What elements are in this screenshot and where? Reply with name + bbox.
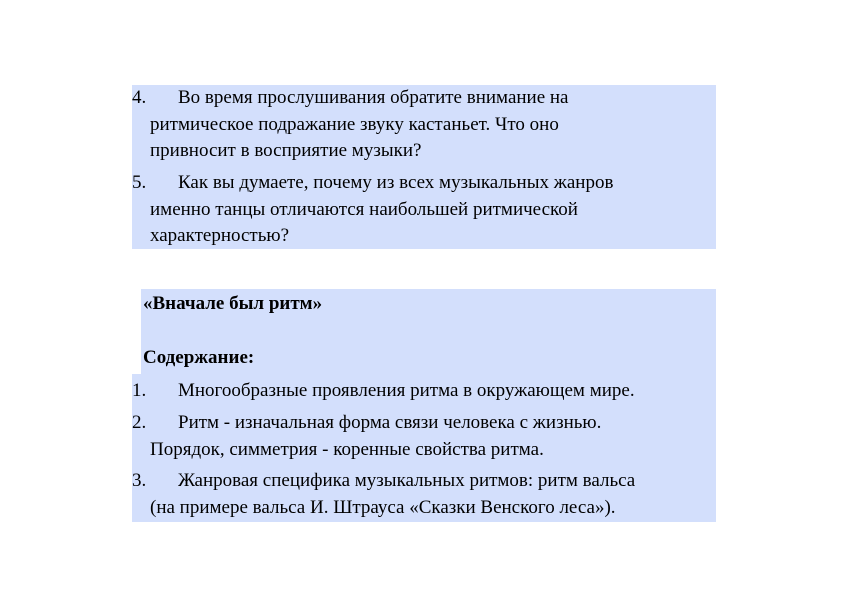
content-number: 2. (132, 412, 147, 433)
lesson-title: «Вначале был ритм» (143, 293, 323, 314)
question-item-4 (132, 85, 716, 165)
contents-label: Содержание: (143, 347, 255, 368)
content-text: Ритм - изначальная форма связи человека с жизнью. Порядок, симметрия - коренные свойства ритма. (150, 412, 602, 460)
lesson-content-block (132, 289, 716, 522)
content-number: 3. (132, 470, 147, 491)
content-item-1 (132, 378, 716, 405)
questions-block (132, 85, 716, 249)
content-item-3 (132, 468, 716, 521)
content-number: 1. (132, 380, 147, 401)
question-number: 4. (132, 87, 147, 108)
question-item-5 (132, 170, 716, 250)
content-text: Многообразные проявления ритма в окружающем мире. (178, 380, 635, 401)
question-number: 5. (132, 172, 147, 193)
content-text: Жанровая специфика музыкальных ритмов: ритм вальса (на примере вальса И. Штрауса «Сказки Венского леса»). (150, 470, 636, 518)
question-text: Как вы думаете, почему из всех музыкальных жанров именно танцы отличаются наибольшей ритмической характерностью? (150, 172, 614, 246)
content-item-2 (132, 410, 716, 463)
heading-inset (132, 289, 141, 374)
question-text: Во время прослушивания обратите внимание на ритмическое подражание звуку кастаньет. Что оно привносит в восприятие музыки? (150, 87, 569, 161)
